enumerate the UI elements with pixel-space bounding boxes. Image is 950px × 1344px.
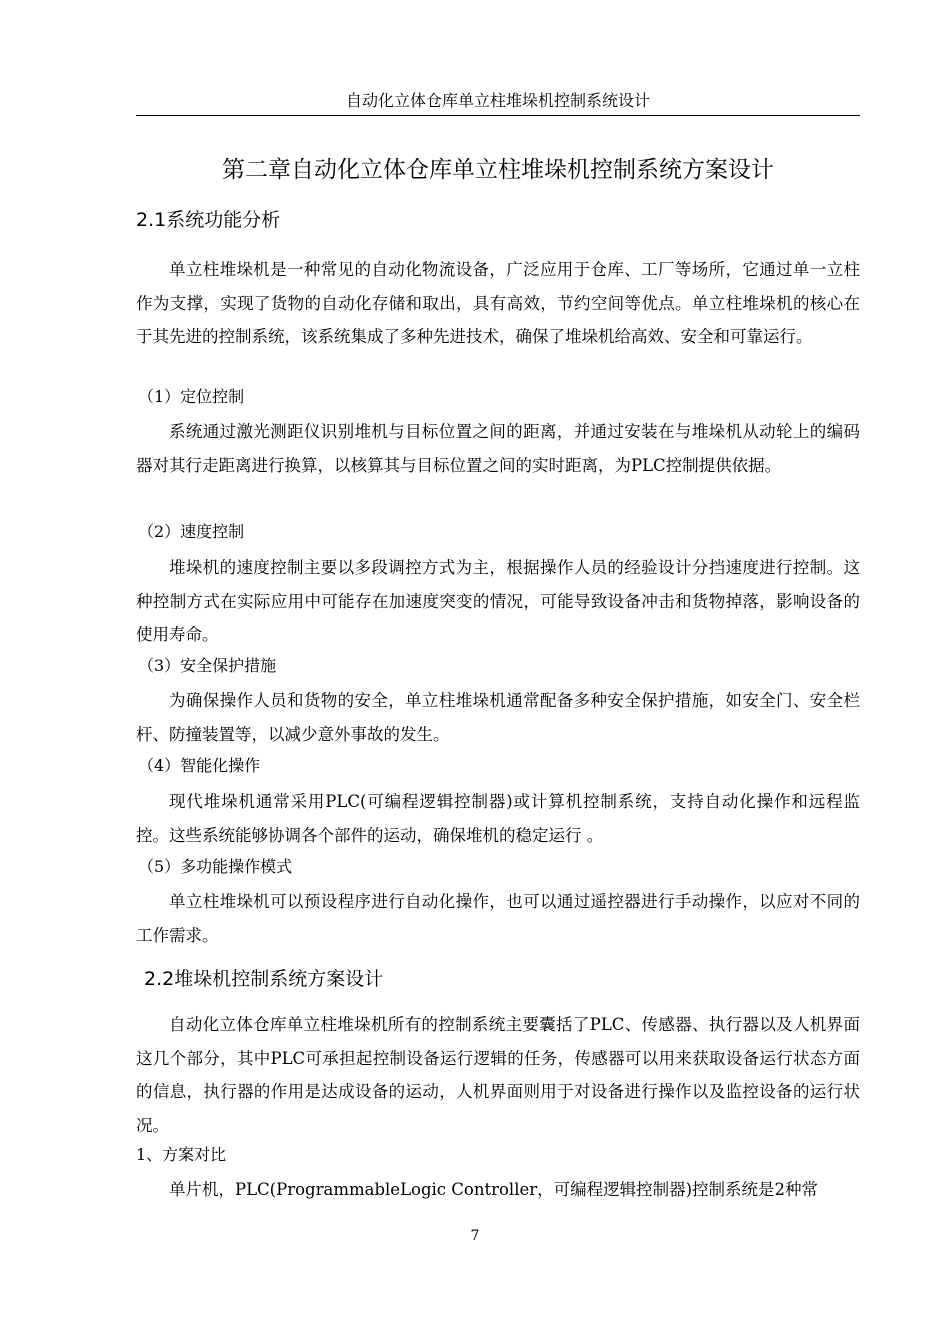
- section-heading-2-1: 2.1系统功能分析: [136, 209, 281, 231]
- page-number: 7: [470, 1228, 480, 1244]
- header-rule: [136, 115, 860, 116]
- section-heading-2-2: 2.2堆垛机控制系统方案设计: [144, 968, 384, 990]
- subsection-paragraph: 单片机，PLC(ProgrammableLogic Controller，可编程逻辑控制器)控制系统是2种常: [169, 1180, 819, 1199]
- running-header: 自动化立体仓库单立柱堆垛机控制系统设计: [345, 91, 650, 110]
- chapter-title: 第二章自动化立体仓库单立柱堆垛机控制系统方案设计: [222, 157, 774, 183]
- item-1-label: （1）定位控制: [138, 387, 245, 406]
- item-1-paragraph: 系统通过激光测距仪识别堆机与目标位置之间的距离，并通过安装在与堆垛机从动轮上的编码器对其行走距离进行换算，以核算其与目标位置之间的实时距离，为PLC控制提供依据。: [136, 422, 860, 475]
- section-1-intro-paragraph: 单立柱堆垛机是一种常见的自动化物流设备，广泛应用于仓库、工厂等场所，它通过单一立柱作为支撑，实现了货物的自动化存储和取出，具有高效，节约空间等优点。单立柱堆垛机的核心在于其先进的控制系统，该系统集成了多种先进技术，确保了堆垛机给高效、安全和可靠运行。: [136, 260, 860, 346]
- item-4-paragraph: 现代堆垛机通常采用PLC(可编程逻辑控制器)或计算机控制系统，支持自动化操作和远程监控。这些系统能够协调各个部件的运动，确保堆机的稳定运行 。: [136, 792, 860, 845]
- section-2-intro-paragraph: 自动化立体仓库单立柱堆垛机所有的控制系统主要囊括了PLC、传感器、执行器以及人机界面这几个部分，其中PLC可承担起控制设备运行逻辑的任务，传感器可以用来获取设备运行状态方面的信息，执行器的作用是达成设备的运动，人机界面则用于对设备进行操作以及监控设备的运行状况。: [136, 1015, 860, 1135]
- item-3-paragraph: 为确保操作人员和货物的安全，单立柱堆垛机通常配备多种安全保护措施，如安全门、安全栏杆、防撞装置等，以减少意外事故的发生。: [136, 691, 860, 744]
- item-5-label: （5）多功能操作模式: [138, 857, 293, 876]
- item-5-paragraph: 单立柱堆垛机可以预设程序进行自动化操作，也可以通过遥控器进行手动操作，以应对不同的工作需求。: [136, 892, 860, 945]
- item-2-label: （2）速度控制: [138, 522, 245, 541]
- subsection-label: 1、方案对比: [136, 1145, 227, 1164]
- item-2-paragraph: 堆垛机的速度控制主要以多段调控方式为主，根据操作人员的经验设计分挡速度进行控制。这种控制方式在实际应用中可能存在加速度突变的情况，可能导致设备冲击和货物掉落，影响设备的使用寿命。: [136, 558, 860, 644]
- item-3-label: （3）安全保护措施: [138, 656, 277, 675]
- item-4-label: （4）智能化操作: [138, 756, 261, 775]
